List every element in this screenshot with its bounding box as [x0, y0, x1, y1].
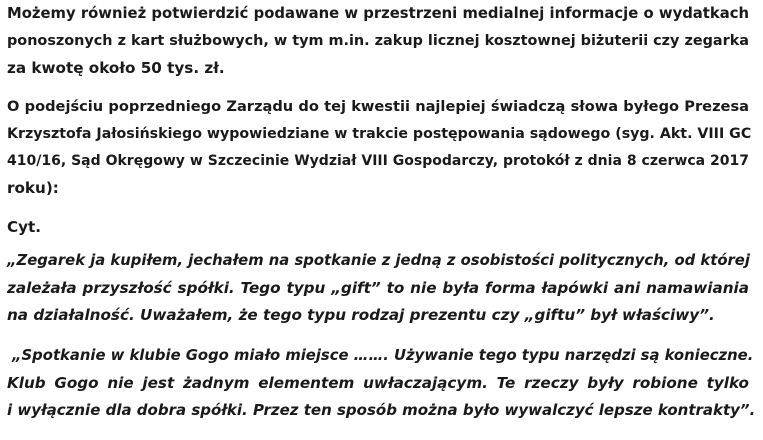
text-line: za kwotę około 50 tys. zł.: [7, 59, 225, 77]
text-line: Krzysztofa Jałosińskiego wypowiedziane w trakcie postępowania sądowego (syg. Akt. VIII GC: [7, 126, 752, 142]
quote-line: „Spotkanie w klubie Gogo miało miejsce ……. Używanie tego typu narzędzi są konieczne.: [12, 347, 754, 364]
text-line: Cyt.: [7, 218, 42, 236]
text-line: 410/16, Sąd Okręgowy w Szczecinie Wydział VIII Gospodarczy, protokół z dnia 8 czerwca 2017: [7, 153, 749, 169]
text-line: roku):: [7, 179, 59, 197]
text-line: ponoszonych z kart służbowych, w tym m.in. zakup licznej kosztownej biżuterii czy zegarka: [7, 33, 749, 49]
text-line: O podejściu poprzedniego Zarządu do tej kwestii najlepiej świadczą słowa byłego Prezesa: [7, 98, 749, 115]
text-line: Możemy również potwierdzić podawane w przestrzeni medialnej informacje o wydatkach: [7, 5, 749, 22]
quote-line: i wyłącznie dla dobra spółki. Przez ten sposób można było wywalczyć lepsze kontrakty”.: [7, 401, 756, 419]
quote-line: „Zegarek ja kupiłem, jechałem na spotkanie z jedną z osobistości politycznych, od której: [7, 252, 750, 269]
quote-line: zależała przyszłość spółki. Tego typu „gift” to nie była forma łapówki ani namawiania: [7, 279, 749, 297]
quote-line: na działalność. Uważałem, że tego typu rodzaj prezentu czy „giftu” był właściwy”.: [7, 306, 715, 324]
quote-line: Klub Gogo nie jest żadnym elementem uwłaczającym. Te rzeczy były robione tylko: [7, 374, 749, 392]
